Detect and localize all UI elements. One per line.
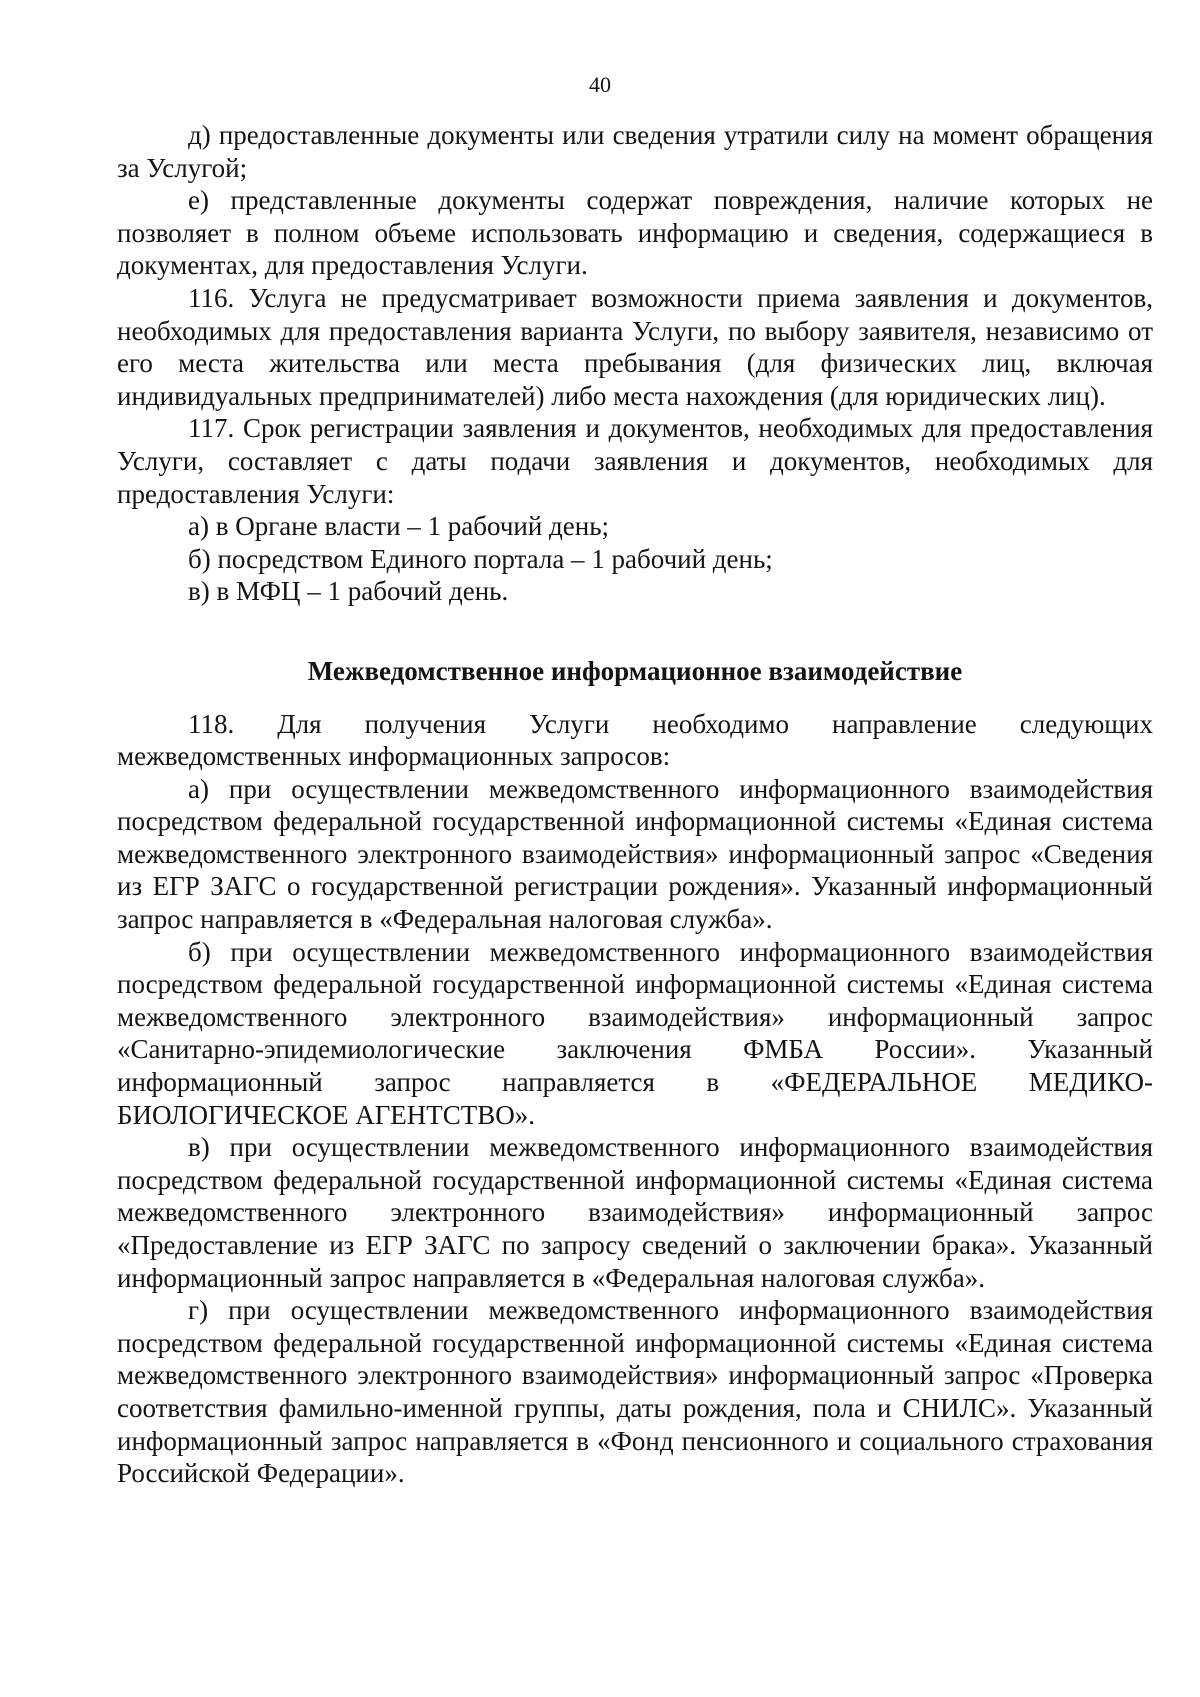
paragraph-item-d-invalid-documents: д) предоставленные документы или сведения утратили силу на момент обращения за Услугой; xyxy=(117,120,1153,183)
paragraph-117: 117. Срок регистрации заявления и документов, необходимых для предоставления Услуги, составляет с даты подачи заявления и документов, необходимых для предоставления Услуги: xyxy=(117,413,1153,509)
paragraph-117-a: а) в Органе власти – 1 рабочий день; xyxy=(188,511,610,542)
paragraph-118-v: в) при осуществлении межведомственного информационного взаимодействия посредством федеральной государственной информационной системы «Единая система межведомственного электронного взаимодействия» информационный запрос «Предоставление из ЕГР ЗАГС по запросу сведений о заключении брака». Указанный информационный запрос направляется в «Федеральная налоговая служба». xyxy=(117,1132,1153,1293)
paragraph-117-b: б) посредством Единого портала – 1 рабочий день; xyxy=(188,543,773,574)
paragraph-118-b: б) при осуществлении межведомственного информационного взаимодействия посредством федеральной государственной информационной системы «Единая система межведомственного электронного взаимодействия» информационный запрос «Санитарно-эпидемиологические заключения ФМБА России». Указанный информационный запрос направляется в «ФЕДЕРАЛЬНОЕ МЕДИКО-БИОЛОГИЧЕСКОЕ АГЕНТСТВО». xyxy=(117,936,1153,1130)
paragraph-116: 116. Услуга не предусматривает возможности приема заявления и документов, необходимых для предоставления варианта Услуги, по выбору заявителя, независимо от его места жительства или места пребывания (для физических лиц, включая индивидуальных предпринимателей) либо места нахождения (для юридических лиц). xyxy=(117,282,1153,411)
paragraph-item-e-damaged-documents: е) представленные документы содержат повреждения, наличие которых не позволяет в полном объеме использовать информацию и сведения, содержащиеся в документах, для предоставления Услуги. xyxy=(117,185,1153,281)
paragraph-118-g: г) при осуществлении межведомственного информационного взаимодействия посредством федеральной государственной информационной системы «Единая система межведомственного электронного взаимодействия» информационный запрос «Проверка соответствия фамильно-именной группы, даты рождения, пола и СНИЛС». Указанный информационный запрос направляется в «Фонд пенсионного и социального страхования Российской Федерации». xyxy=(117,1295,1153,1489)
paragraph-118: 118. Для получения Услуги необходимо направление следующих межведомственных информационных запросов: xyxy=(117,708,1153,772)
paragraph-117-v: в) в МФЦ – 1 рабочий день. xyxy=(188,576,509,607)
spacer xyxy=(117,688,1153,708)
paragraph-118-a: а) при осуществлении межведомственного информационного взаимодействия посредством федеральной государственной информационной системы «Единая система межведомственного электронного взаимодействия» информационный запрос «Сведения из ЕГР ЗАГС о государственной регистрации рождения». Указанный информационный запрос направляется в «Федеральная налоговая служба». xyxy=(117,773,1153,935)
section-heading: Межведомственное информационное взаимодействие xyxy=(307,655,963,686)
spacer xyxy=(117,608,1153,655)
document-body xyxy=(117,119,1153,1490)
page-number: 40 xyxy=(589,72,611,97)
